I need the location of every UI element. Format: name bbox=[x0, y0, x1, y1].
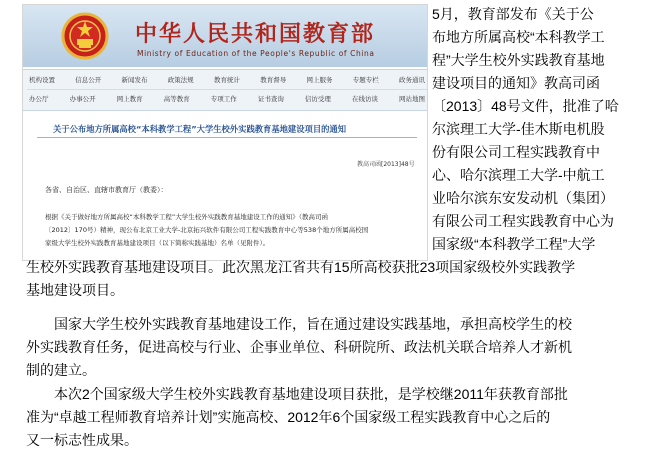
article-line: 国家大学生校外实践教育基地建设工作，旨在通过建设实践基地，承担高校学生的校 bbox=[26, 316, 572, 332]
ministry-page-screenshot bbox=[22, 4, 428, 261]
article-line: 有限公司工程实践教育中心为 bbox=[432, 213, 614, 229]
nav-item[interactable]: 专题专栏 bbox=[352, 76, 379, 84]
article-line: 建设项目的通知》教高司函 bbox=[432, 75, 600, 91]
article-line: 外实践教育任务，促进高校与行业、企事业单位、科研院所、政法机关联合培养人才新机 bbox=[26, 339, 572, 355]
article-line: 程”大学生校外实践教育基地 bbox=[432, 52, 605, 68]
document-title-divider bbox=[37, 137, 417, 138]
article-line: 准为“卓越工程师教育培养计划”实施高校、2012年6个国家级工程实践教育中心之后的 bbox=[26, 409, 551, 425]
document-title: 关于公布地方所属高校“本科教学工程”大学生校外实践教育基地建设项目的通知 bbox=[53, 124, 347, 134]
article-line: 份有限公司工程实践教育中 bbox=[432, 144, 600, 160]
nav-item[interactable]: 网上教育 bbox=[116, 95, 143, 103]
article-line: 5月，教育部发布《关于公 bbox=[432, 6, 594, 22]
document-body bbox=[45, 211, 425, 250]
national-emblem-icon bbox=[61, 12, 109, 60]
article-line: 〔2013〕48号文件，批准了哈 bbox=[432, 98, 619, 114]
article-line: 基地建设项目。 bbox=[26, 282, 124, 298]
article-line: 布地方所属高校“本科教学工 bbox=[432, 29, 605, 45]
ministry-nav bbox=[23, 69, 428, 111]
nav-item[interactable]: 办公厅 bbox=[29, 95, 49, 103]
nav-item[interactable]: 网上服务 bbox=[306, 76, 333, 84]
nav-item[interactable]: 机构设置 bbox=[29, 76, 55, 84]
nav-item[interactable]: 信息公开 bbox=[75, 76, 102, 84]
nav-item[interactable]: 信访受理 bbox=[304, 95, 331, 103]
document-recipients: 各省、自治区、直辖市教育厅（教委）： bbox=[45, 186, 168, 194]
ministry-banner bbox=[23, 5, 428, 67]
nav-item[interactable]: 证书查询 bbox=[257, 95, 284, 103]
document-number: 教高司函[2013]48号 bbox=[357, 161, 415, 168]
nav-row-2 bbox=[27, 93, 427, 104]
article-line: 生校外实践教育基地建设项目。此次黑龙江省共有15所高校获批23项国家级校外实践教学 bbox=[26, 259, 576, 275]
article-line: 业哈尔滨东安发动机（集团） bbox=[432, 190, 614, 206]
nav-item[interactable]: 网站地图 bbox=[399, 95, 425, 103]
ministry-title: 中华人民共和国教育部 bbox=[135, 21, 376, 47]
document-body-line: 家级大学生校外实践教育基地建设项目（以下简称实践基地）名单（见附件）。 bbox=[45, 239, 270, 247]
document-body-line: 根据《关于做好地方所属高校“本科教学工程”大学生校外实践教育基地建设工作的通知》（教高司函 bbox=[45, 213, 328, 221]
document-body-line: 〔2012〕170号）精神，现公布北京工业大学-北京拓兴软件有限公司工程实践教育中心等538个地方所属高校国 bbox=[45, 226, 369, 234]
nav-row-1 bbox=[27, 74, 427, 85]
nav-item[interactable]: 政策法规 bbox=[167, 76, 194, 84]
article-line: 制的建立。 bbox=[26, 362, 96, 378]
nav-item[interactable]: 高等教育 bbox=[163, 95, 190, 103]
ministry-subtitle: Ministry of Education of the People's Republic of China bbox=[137, 49, 375, 58]
article-line: 又一标志性成果。 bbox=[26, 432, 138, 448]
nav-item[interactable]: 在线访谈 bbox=[351, 95, 378, 103]
nav-item[interactable]: 教育督导 bbox=[260, 76, 287, 84]
nav-item[interactable]: 专项工作 bbox=[210, 95, 237, 103]
nav-item[interactable]: 新闻发布 bbox=[121, 76, 148, 84]
nav-item[interactable]: 教育统计 bbox=[214, 76, 240, 84]
nav-item[interactable]: 办事公开 bbox=[69, 95, 96, 103]
article-line: 国家级“本科教学工程”大学 bbox=[432, 236, 596, 252]
article-line: 本次2个国家级大学生校外实践教育基地建设项目获批，是学校继2011年获教育部批 bbox=[26, 386, 568, 402]
article-line: 尔滨理工大学-佳木斯电机股 bbox=[432, 121, 605, 137]
nav-item[interactable]: 政务通讯 bbox=[399, 76, 425, 84]
article-line: 心、哈尔滨理工大学-中航工 bbox=[432, 167, 605, 183]
nav-divider bbox=[27, 89, 427, 90]
